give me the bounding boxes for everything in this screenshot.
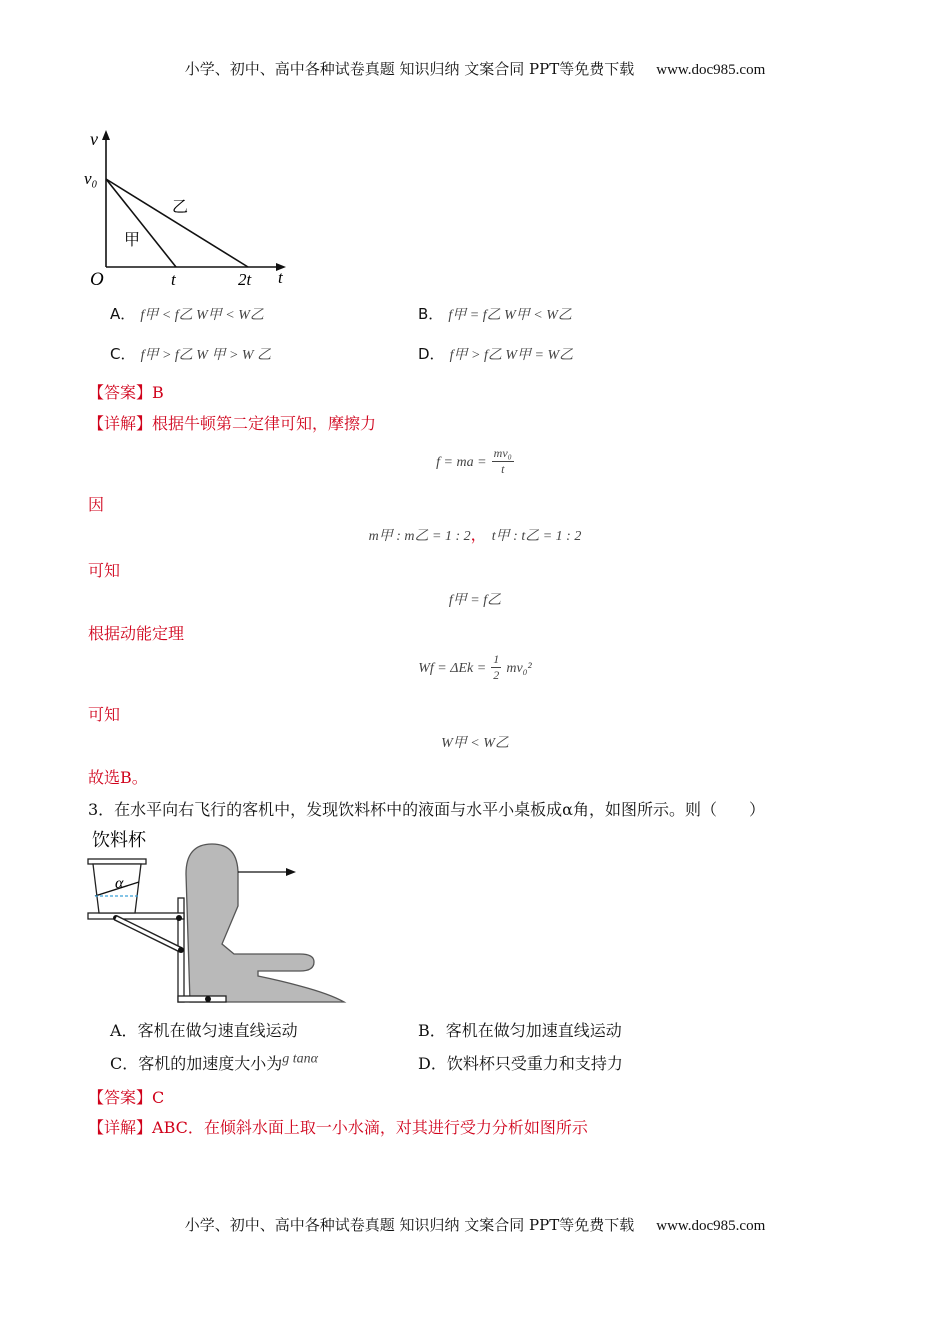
option-expr: f甲 < f乙 W甲 < W乙 (140, 308, 264, 323)
q3-option-d[interactable] (418, 1051, 623, 1074)
seat (186, 844, 344, 1002)
eq1-left: f = ma = (436, 455, 487, 470)
eq4-denominator: 2 (493, 668, 500, 682)
q2-eq3 (0, 589, 950, 609)
option-letter: C． (110, 1054, 139, 1073)
q3-option-c[interactable] (110, 1051, 318, 1074)
tray-pivot-right (176, 915, 182, 921)
q2-kezhi-2: 可知 (88, 705, 121, 724)
v-axis-label: v (90, 129, 98, 149)
detail-text: 根据牛顿第二定律可知，摩擦力 (152, 414, 377, 433)
label-yi: 乙 (172, 197, 189, 216)
q3-answer: 【答案】C (88, 1088, 165, 1107)
q2-theorem: 根据动能定理 (88, 624, 185, 643)
eq1-fraction (492, 446, 514, 477)
option-text: 饮料杯只受重力和支持力 (446, 1054, 623, 1073)
eq3-text: f甲 = f乙 (448, 593, 502, 608)
q2-answer: 【答案】B (88, 383, 164, 402)
page-footer (0, 1214, 950, 1235)
option-letter: D． (418, 345, 445, 363)
eq1-denominator: t (501, 462, 505, 476)
eq1-numerator: mv₀ (493, 446, 512, 460)
cup-label: 饮料杯 (92, 830, 146, 851)
option-expr: f甲 > f乙 W 甲 > W 乙 (140, 348, 272, 363)
eq4-numerator: 1 (493, 652, 500, 666)
tick-2t-label: 2t (238, 270, 252, 288)
option-text: 客机在做匀加速直线运动 (445, 1021, 622, 1040)
option-text: 客机的加速度大小为 (138, 1054, 283, 1073)
tray-table (88, 913, 184, 919)
header-text: 小学、初中、高中各种试卷真题 知识归纳 文案合同 PPT等免费下载 (184, 60, 635, 78)
v-axis-arrow (102, 130, 110, 140)
q3-option-a[interactable] (110, 1018, 298, 1041)
label-jia: 甲 (124, 230, 141, 249)
option-expr: f甲 = f乙 W甲 < W乙 (448, 308, 572, 323)
option-letter: A． (110, 305, 136, 323)
q2-eq1 (0, 446, 950, 477)
alpha-label: α (115, 875, 124, 892)
t-axis-label: t (278, 268, 283, 287)
q2-option-d[interactable] (418, 343, 573, 364)
q2-detail (88, 411, 376, 434)
header-url[interactable]: www.doc985.com (656, 62, 766, 78)
page-header (0, 58, 950, 79)
cup-seat-figure (82, 826, 352, 1011)
tick-t-label: t (171, 270, 176, 288)
footer-text: 小学、初中、高中各种试卷真题 知识归纳 文案合同 PPT等免费下载 (184, 1216, 635, 1234)
q2-eq5 (0, 732, 950, 752)
eq2-separator: ， (470, 525, 487, 544)
option-math: g tanα (282, 1051, 319, 1067)
eq2-mass-ratio: m甲 : m乙 = 1 : 2 (368, 529, 471, 544)
option-text: 客机在做匀速直线运动 (137, 1021, 298, 1040)
eq4-left: Wf = ΔEk = (418, 661, 487, 676)
option-letter: D． (418, 1054, 447, 1073)
option-expr: f甲 > f乙 W甲 = W乙 (449, 348, 574, 363)
base-pivot (205, 996, 211, 1002)
detail-label: 【详解】 (88, 414, 153, 433)
v0-label: v₀ (84, 169, 98, 188)
eq5-text: W甲 < W乙 (441, 736, 509, 751)
motion-arrow-head (286, 868, 296, 876)
option-letter: C． (110, 345, 136, 363)
detail-label: 【详解】 (88, 1118, 153, 1137)
q2-eq2 (0, 522, 950, 545)
q3-option-b[interactable] (418, 1018, 622, 1041)
option-letter: B． (418, 305, 444, 323)
cup-lid (88, 859, 146, 864)
arm-pivot (178, 947, 184, 953)
eq2-time-ratio: t甲 : t乙 = 1 : 2 (491, 529, 582, 544)
q2-option-c[interactable] (110, 343, 271, 364)
detail-text: ABC．在倾斜水面上取一小水滴，对其进行受力分析如图所示 (152, 1118, 588, 1137)
option-letter: B． (418, 1021, 446, 1040)
origin-label: O (90, 269, 104, 288)
q2-option-a[interactable] (110, 303, 264, 324)
line-yi (106, 179, 248, 267)
q3-stem: 3．在水平向右飞行的客机中，发现饮料杯中的液面与水平小桌板成α角，如图所示。则（ ） (88, 800, 765, 819)
q2-eq4 (0, 652, 950, 683)
option-letter: A． (110, 1021, 138, 1040)
q2-conclusion: 故选B。 (88, 768, 148, 787)
q2-kezhi-1: 可知 (88, 561, 121, 580)
vt-graph (80, 128, 310, 288)
seat-base (178, 996, 226, 1002)
q2-yin: 因 (88, 495, 105, 514)
line-jia (106, 179, 176, 267)
footer-url[interactable]: www.doc985.com (656, 1218, 766, 1234)
q2-option-b[interactable] (418, 303, 572, 324)
eq4-right: mv₀² (506, 661, 532, 676)
q3-detail (88, 1115, 588, 1138)
tray-arm-inner (116, 918, 181, 950)
eq4-fraction (491, 652, 501, 683)
